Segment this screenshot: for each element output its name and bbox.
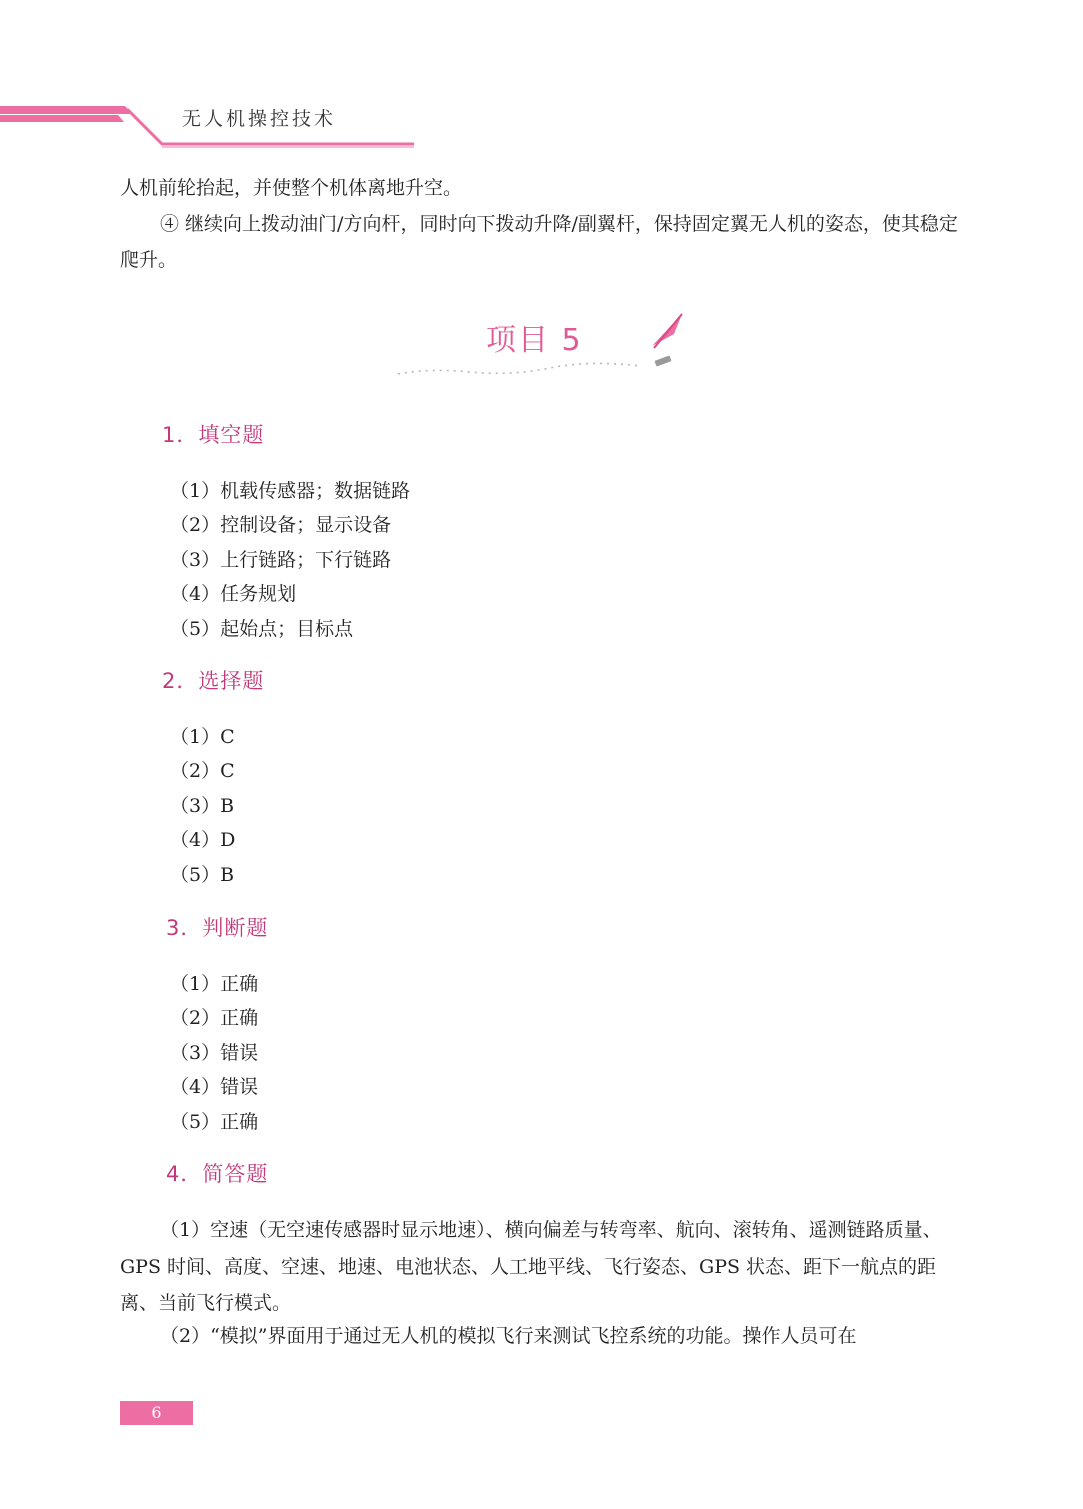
list-item: （2）控制设备；显示设备 <box>170 514 392 537</box>
fill-blank-answers <box>170 474 410 646</box>
list-item: （1）机载传感器；数据链路 <box>170 480 411 502</box>
page-number: 6 <box>120 1401 193 1425</box>
project-title: 项目 5 <box>486 323 583 358</box>
list-item: （4）任务规划 <box>170 583 297 606</box>
short-answer-1: （1）空速（无空速传感器时显示地速）、横向偏差与转弯率、航向、滚转角、遥测链路质量、GPS 时间、高度、空速、地速、电池状态、人工地平线、飞行姿态、GPS 状态、距下一航点的距离、当前飞行模式。 <box>120 1219 942 1314</box>
list-item: （5）正确 <box>170 1110 259 1133</box>
list-item: （3）错误 <box>170 1041 259 1064</box>
section-heading-multiple-choice: 2．选择题 <box>162 669 265 693</box>
intro-step-4: ④ 继续向上拨动油门/方向杆，同时向下拨动升降/副翼杆，保持固定翼无人机的姿态，使其稳定爬升。 <box>120 213 958 271</box>
short-answer-2: （2）“模拟”界面用于通过无人机的模拟飞行来测试飞控系统的功能。操作人员可在 <box>160 1325 857 1347</box>
list-item: （4）D <box>170 829 236 852</box>
header-title: 无人机操控技术 <box>182 108 337 130</box>
list-item: （4）错误 <box>170 1076 259 1099</box>
list-item: （3）B <box>170 794 235 817</box>
list-item: （3）上行链路；下行链路 <box>170 548 392 571</box>
list-item: （1）C <box>170 726 235 748</box>
intro-line: 人机前轮抬起，并使整个机体离地升空。 <box>120 177 463 199</box>
list-item: （2）正确 <box>170 1007 259 1030</box>
section-heading-true-false: 3．判断题 <box>166 916 269 940</box>
multiple-choice-answers <box>170 720 235 892</box>
list-item: （5）起始点；目标点 <box>170 617 354 640</box>
list-item: （2）C <box>170 760 235 783</box>
list-item: （5）B <box>170 863 235 886</box>
section-heading-fill-blank: 1．填空题 <box>162 423 265 447</box>
section-heading-short-answer: 4．简答题 <box>166 1162 269 1186</box>
true-false-answers <box>170 967 258 1139</box>
list-item: （1）正确 <box>170 973 259 995</box>
